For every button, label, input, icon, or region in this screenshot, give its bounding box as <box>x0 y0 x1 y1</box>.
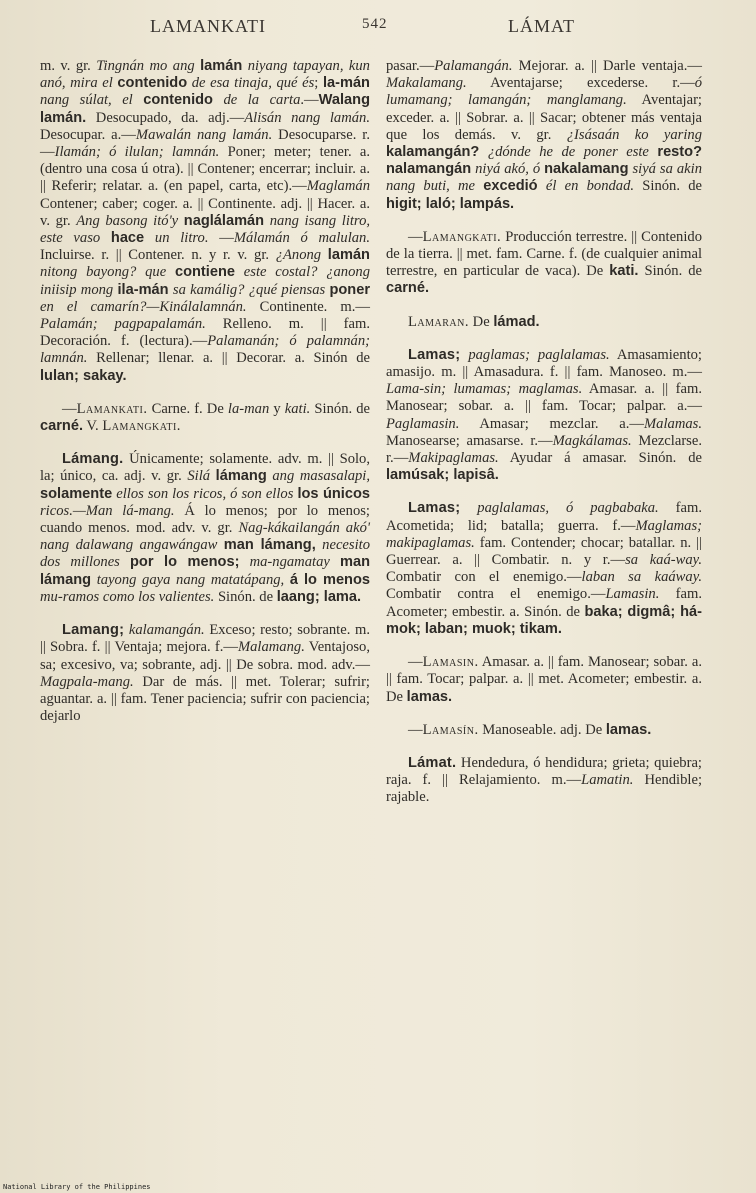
synonym: lamúsak; lapisâ. <box>386 467 499 484</box>
text: Ventajoso, sa; excesivo, va; sobrante, adj. || De sobra. mod. adv.— <box>40 639 370 673</box>
headword: Lamas; <box>408 346 461 363</box>
example: Makalamang. <box>386 75 467 92</box>
example: Alisán nang lamán. <box>244 109 370 126</box>
keyword: contenido <box>143 92 213 109</box>
text: Sinón. de <box>638 263 703 280</box>
example: Palamán; pagpapalamán. <box>40 316 206 333</box>
example: nang súlat, el <box>40 92 144 109</box>
text <box>239 554 249 570</box>
text: Producción terrestre. || Contenido de la tierra. || met. fam. Carne. f. (de cualquier animal terrestre, en particular de vaca). De <box>386 228 702 280</box>
keyword: contiene <box>174 264 235 281</box>
header-right-guide-word: LÁMAT <box>508 16 575 36</box>
example: niyá akó, ó <box>475 161 545 178</box>
example: Nag-kákailangán akó' nang dalawang angawángaw <box>40 520 370 554</box>
text: Relleno. m. || fam. Decoración. f. (lectura).— <box>40 316 370 350</box>
entry-lamasin-2 <box>386 722 702 739</box>
text <box>213 92 224 108</box>
example: Palamangán. <box>434 58 513 74</box>
example: Paglamasin. <box>386 415 460 432</box>
keyword: solamente <box>40 485 113 502</box>
example: ¿Isásaán ko yaring <box>566 126 702 143</box>
keyword: contenido <box>117 75 188 92</box>
example: ó lumamang; lamangán; manglamang. <box>386 75 702 109</box>
text: Hendedura, ó hendidura; grieta; quiebra; raja. f. || Relajamiento. m.— <box>386 754 702 789</box>
keyword: á lo menos <box>289 571 371 588</box>
example: ma-ngamatay <box>249 554 340 571</box>
example: kalamangán. <box>128 622 205 639</box>
example: necesito dos millones <box>40 537 370 571</box>
example: nang isang litro, este vaso <box>40 212 371 247</box>
example: Malamang. <box>237 639 305 656</box>
example: ellos son los ricos, ó son ellos <box>116 485 298 502</box>
synonym: lulan; sakay. <box>40 367 127 384</box>
text: Amasar; mezclar. a.— <box>459 415 645 432</box>
text: Únicamente; solamente. adv. m. || Solo, la; único, ca. adj. v. gr. <box>40 451 370 485</box>
example: Lamatin. <box>581 772 634 789</box>
page-number: 542 <box>362 16 388 32</box>
example: sa kamálig? ¿qué piensas <box>172 281 330 298</box>
example: ricos.—Man lá-mang. <box>40 502 175 519</box>
text: m. v. gr. <box>40 58 97 74</box>
example: kati. <box>284 400 311 417</box>
example: Ang basong itó'y <box>76 212 184 229</box>
text: Amasamiento; amasijo. m. || Amasadura. f. || fam. Manoseo. m.— <box>386 346 702 381</box>
keyword: nalamangán <box>386 161 472 178</box>
entry-lamat <box>386 755 702 807</box>
example: ang masasalapi, <box>272 468 370 485</box>
text <box>144 230 155 246</box>
text: Sinón. de <box>214 588 277 605</box>
keyword: los únicos <box>297 485 371 502</box>
synonym: carné. <box>386 280 429 297</box>
text <box>460 500 477 516</box>
example: Silá <box>187 468 216 485</box>
example: paglamas; paglalamas. <box>468 346 610 363</box>
entry-lamang <box>40 451 370 606</box>
headword: Lámang. <box>62 451 124 468</box>
example: sa kaá-way. <box>625 552 702 569</box>
keyword: man lámang, <box>223 537 316 554</box>
text: — <box>408 654 423 671</box>
example: niyang tapayan, kun anó, mira el <box>40 58 370 92</box>
text: Desocupado, da. adj.— <box>86 109 245 126</box>
keyword: man lámang <box>40 554 370 588</box>
keyword: kalamangán? <box>386 144 480 161</box>
text: Hendible; rajable. <box>386 772 702 806</box>
entry-laman-continued <box>40 58 370 385</box>
example: siyá sa akin nang buti, me <box>386 161 702 195</box>
text: — <box>408 721 423 738</box>
text: Carne. f. De <box>147 400 228 417</box>
text: — <box>208 230 234 247</box>
text: Amasar. a. || fam. Manosear; sobar. a. || fam. Tocar; palpar. a. || met. Acometer; embestir. a. De <box>386 654 702 705</box>
text: Desocupar. a.— <box>40 126 136 143</box>
text: fam. Acometida; lid; batalla; guerra. f.— <box>386 500 702 534</box>
example: paglalamas, ó pagbabaka. <box>477 500 659 517</box>
example: él en bondad. <box>545 178 635 195</box>
text: pasar.— <box>386 58 435 74</box>
right-column <box>386 58 702 823</box>
keyword: lámad. <box>493 313 540 330</box>
text: y <box>269 400 285 417</box>
library-credit: National Library of the Philippines <box>3 1183 151 1191</box>
text: Aventajarse; excederse. r.— <box>466 75 695 92</box>
example: mu-ramos como los valientes. <box>40 588 215 605</box>
entry-lamang-continued <box>386 58 702 213</box>
example: Málamán ó malulan. <box>233 230 370 247</box>
keyword: por lo menos; <box>130 554 240 571</box>
text: Sinón. de <box>634 178 702 195</box>
keyword: kati. <box>609 263 639 280</box>
example: Lamasin. <box>605 586 660 603</box>
text: Mezclarse. r.— <box>386 432 702 467</box>
text: — <box>408 228 423 245</box>
text: Exceso; resto; sobrante. m. || Sobra. f. || Ventaja; mejora. f.— <box>40 622 370 656</box>
example: un litro. <box>154 230 209 247</box>
keyword: lámang <box>215 468 267 485</box>
keyword: lamán <box>200 58 243 74</box>
example: de esa tinaja, qué és <box>191 75 315 92</box>
text: De <box>469 313 494 330</box>
example: nitong bayong? que <box>40 264 175 281</box>
example: Palamanán; ó palamnán; lamnán. <box>40 333 371 367</box>
text: Contener; caber; coger. a. || Continente. adj. || Hacer. a. v. gr. <box>40 195 370 229</box>
text: .— <box>300 92 319 109</box>
example: Maglamán <box>306 178 370 195</box>
text: Amasar. a. || fam. Manosear; sobar. a. || fam. Tocar; palpar. a.— <box>386 381 702 415</box>
text: Ayudar á amasar. Sinón. de <box>498 450 702 467</box>
entry-lamang-2 <box>40 622 370 725</box>
text: ; <box>314 75 323 92</box>
text: Rellenar; llenar. a. || Decorar. a. Sinón de <box>87 350 370 367</box>
example: Magkálamas. <box>552 432 632 449</box>
text: fam. Contender; chocar; batallar. n. || Guerrear. a. || Combatir. n. y r.— <box>386 534 702 569</box>
example: la-man <box>227 400 270 417</box>
text: V. <box>83 418 103 435</box>
text: Manoseable. adj. De <box>478 721 606 738</box>
text: Desocuparse. r.— <box>40 126 370 161</box>
text <box>479 144 487 160</box>
headword: Lamasín. <box>422 721 479 738</box>
example: Magpala-mang. <box>40 673 134 690</box>
example: ¿Anong <box>275 247 328 264</box>
text: fam. Acometer; embestir. a. Sinón. de <box>386 586 702 620</box>
entry-lamas-2 <box>386 500 702 638</box>
example: de la carta <box>223 92 301 109</box>
keyword: excedió <box>483 178 538 195</box>
example: Tingnán mo ang <box>96 58 201 74</box>
text: Continente. m.— <box>246 298 370 315</box>
text: Combatir con el enemigo.— <box>386 569 582 586</box>
entry-lamas <box>386 347 702 485</box>
headword: Lamangkati. <box>422 228 502 245</box>
headword: Lamankati. <box>76 400 148 417</box>
text: Á lo menos; por lo menos; cuando menos. mod. adv. v. gr. <box>40 502 370 537</box>
keyword: naglálamán <box>183 212 265 229</box>
headword: Lamasin. <box>422 654 479 671</box>
keyword: ila-mán <box>117 281 169 298</box>
example: Makipaglamas. <box>408 450 499 467</box>
keyword: lamán <box>327 247 370 264</box>
text: — <box>62 400 77 417</box>
example: Maglamas; makipaglamas. <box>386 517 702 551</box>
keyword: lamas. <box>406 688 453 705</box>
entry-lamangkati <box>386 229 702 298</box>
synonym: higit; laló; lampás. <box>386 195 515 212</box>
entry-lamankati <box>40 401 370 435</box>
keyword: poner <box>329 281 371 298</box>
page-header <box>0 16 756 44</box>
text <box>235 264 244 280</box>
keyword: hace <box>110 230 145 247</box>
headword: Lámat. <box>408 754 457 771</box>
example: Mawalán nang lamán. <box>135 126 273 143</box>
keyword: lamas. <box>605 721 652 738</box>
example: Lama-sin; lumamas; maglamas. <box>386 381 583 398</box>
synonym: baka; digmâ; há-mok; laban; muok; tikam. <box>386 603 702 637</box>
header-left-guide-word: LAMANKATI <box>150 16 266 36</box>
text: Combatir contra el enemigo.— <box>386 586 606 603</box>
synonym: carné. <box>40 418 83 435</box>
text: Poner; meter; tener. a. (dentro una cosa ú otra). || Contener; encerrar; incluir. a. || Referir; relatar. a. (en papel, carta, etc).— <box>40 144 371 195</box>
entry-lamaran <box>386 314 702 331</box>
synonym: laang; lama. <box>276 588 362 605</box>
keyword: la-mán <box>322 75 370 92</box>
text: Mejorar. a. || Darle ventaja.— <box>512 58 702 74</box>
example: tayong gaya nang matatápang, <box>96 571 285 588</box>
text: Manosearse; amasarse. r.— <box>386 432 553 449</box>
left-column <box>40 58 370 741</box>
entry-lamasin <box>386 654 702 706</box>
example: en el camarín?—Kinálalamnán. <box>40 298 247 315</box>
text: Sinón. de <box>310 400 371 417</box>
text: Dar de más. || met. Tolerar; sufrir; aguantar. a. || fam. Tener paciencia; sufrir con paciencia; dejarlo <box>40 673 370 725</box>
keyword: nakalamang <box>544 161 629 178</box>
keyword: resto? <box>657 144 702 161</box>
example: laban sa kaáway. <box>581 569 703 586</box>
keyword: Walang lamán. <box>40 92 370 126</box>
text: Aventajar; exceder. a. || Sobrar. a. || Sacar; obtener más ventaja que los demás. v. gr. <box>386 92 702 143</box>
headword: Lamaran. <box>408 313 470 330</box>
cross-reference: Lamangkati. <box>102 418 181 435</box>
text: Incluirse. r. || Contener. n. y r. v. gr. <box>40 247 276 264</box>
text <box>538 178 546 194</box>
headword: Lamas; <box>408 500 461 517</box>
headword: Lamang; <box>62 622 125 639</box>
example: ¿dónde he de poner este <box>487 144 658 161</box>
example: Malamas. <box>644 415 702 432</box>
example: este costal? ¿anong iniisip mong <box>40 264 370 298</box>
example: Ilamán; ó ilulan; lamnán. <box>54 144 220 161</box>
